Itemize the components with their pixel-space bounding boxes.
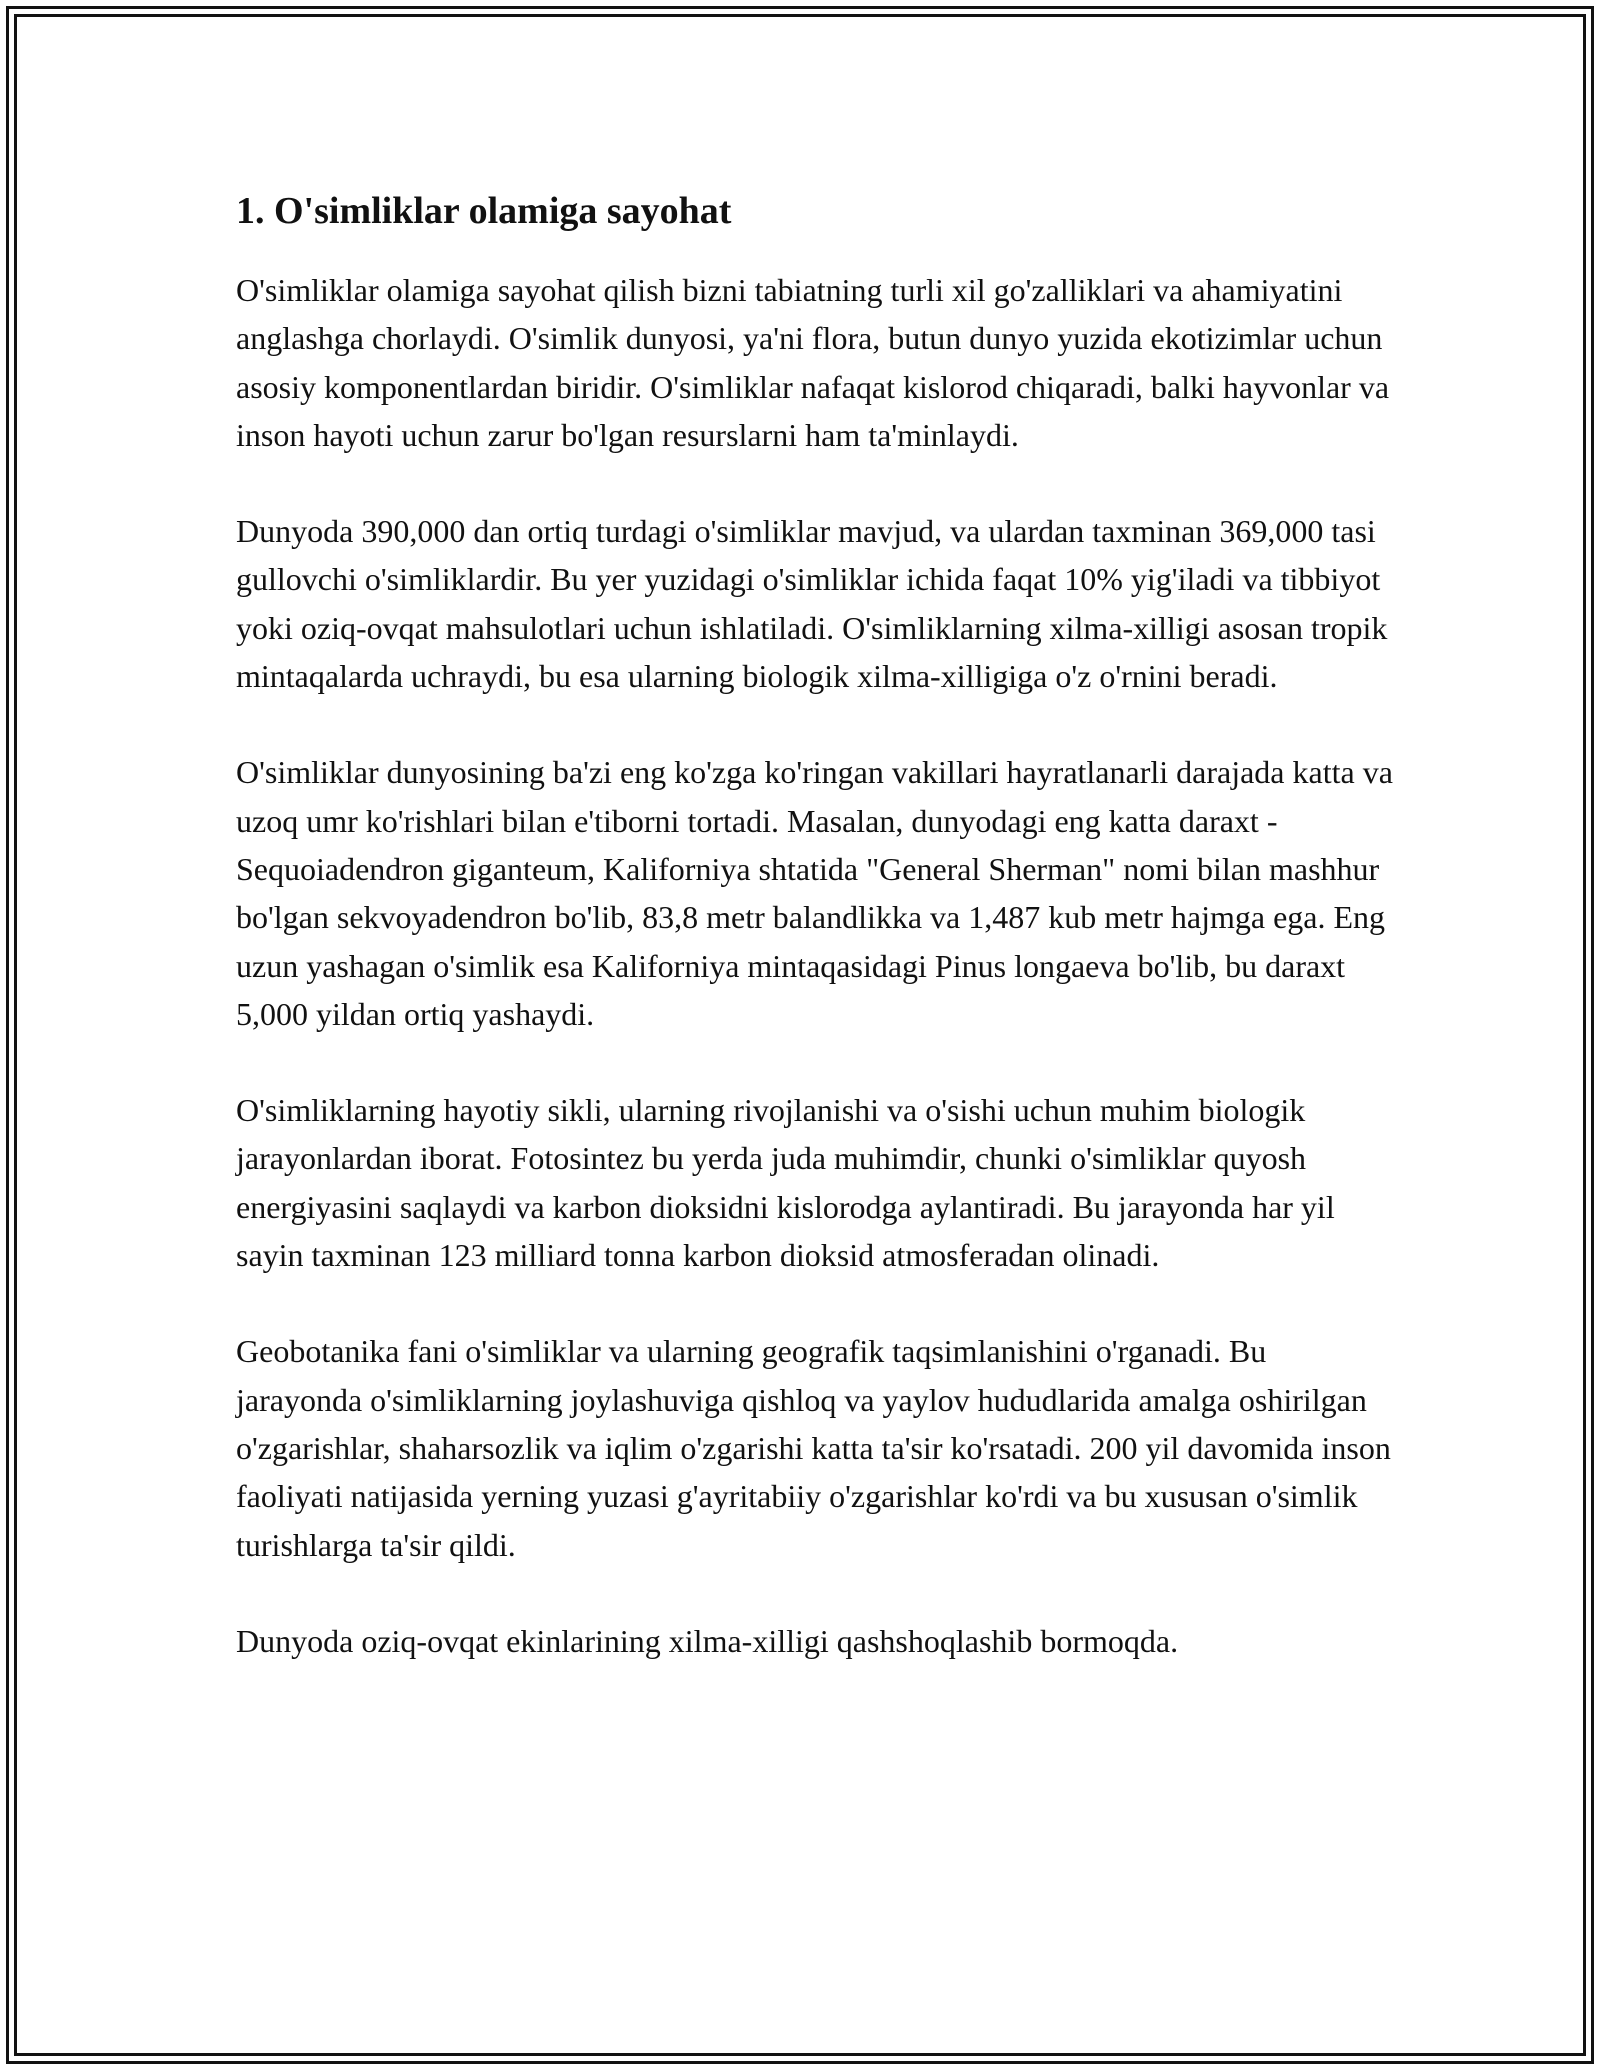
paragraph-intro: O'simliklar olamiga sayohat qilish bizni tabiatning turli xil go'zalliklari va ahamiyatini anglashga chorlaydi. O'simlik dunyosi, ya'ni flora, butun dunyo yuzida ekotizimlar uchun asosiy komponentlardan biridir. O'simliklar nafaqat kislorod chiqaradi, balki hayvonlar va inson hayoti uchun zarur bo'lgan resurslarni ham ta'minlaydi. bbox=[236, 272, 1390, 453]
document-body bbox=[236, 186, 1396, 1665]
paragraph-giant-trees: O'simliklar dunyosining ba'zi eng ko'zga ko'ringan vakillari hayratlanarli darajada katta va uzoq umr ko'rishlari bilan e'tiborni tortadi. Masalan, dunyodagi eng katta daraxt - Sequoiadendron giganteum, Kaliforniya shtatida "General Sherman" nomi bilan mashhur bo'lgan sekvoyadendron bo'lib, 83,8 metr balandlikka va 1,487 kub metr hajmga ega. Eng uzun yashagan o'simlik esa Kaliforniya mintaqasidagi Pinus longaeva bo'lib, bu daraxt 5,000 yildan ortiq yashaydi. bbox=[236, 754, 1393, 1032]
paragraph-life-cycle: O'simliklarning hayotiy sikli, ularning rivojlanishi va o'sishi uchun muhim biologik jarayonlardan iborat. Fotosintez bu yerda juda muhimdir, chunki o'simliklar quyosh energiyasini saqlaydi va karbon dioksidni kislorodga aylantiradi. Bu jarayonda har yil sayin taxminan 123 milliard tonna karbon dioksid atmosferadan olinadi. bbox=[236, 1092, 1335, 1274]
paragraph-geobotany: Geobotanika fani o'simliklar va ularning geografik taqsimlanishini o'rganadi. Bu jarayonda o'simliklarning joylashuviga qishloq va yaylov hududlarida amalga oshirilgan o'zgarishlar, shaharsozlik va iqlim o'zgarishi katta ta'sir ko'rsatadi. 200 yil davomida inson faoliyati natijasida yerning yuzasi g'ayritabiiy o'zgarishlar ko'rdi va bu xususan o'simlik turishlarga ta'sir qildi. bbox=[236, 1333, 1391, 1563]
document-title: 1. O'simliklar olamiga sayohat bbox=[236, 190, 732, 232]
paragraph-food-crops: Dunyoda oziq-ovqat ekinlarining xilma-xilligi qashshoqlashib bormoqda. bbox=[236, 1622, 1179, 1659]
paragraph-species-count: Dunyoda 390,000 dan ortiq turdagi o'simliklar mavjud, va ulardan taxminan 369,000 tasi gullovchi o'simliklardir. Bu yer yuzidagi o'simliklar ichida faqat 10% yig'iladi va tibbiyot yoki oziq-ovqat mahsulotlari uchun ishlatiladi. O'simliklarning xilma-xilligi asosan tropik mintaqalarda uchraydi, bu esa ularning biologik xilma-xilligiga o'z o'rnini beradi. bbox=[236, 513, 1388, 695]
